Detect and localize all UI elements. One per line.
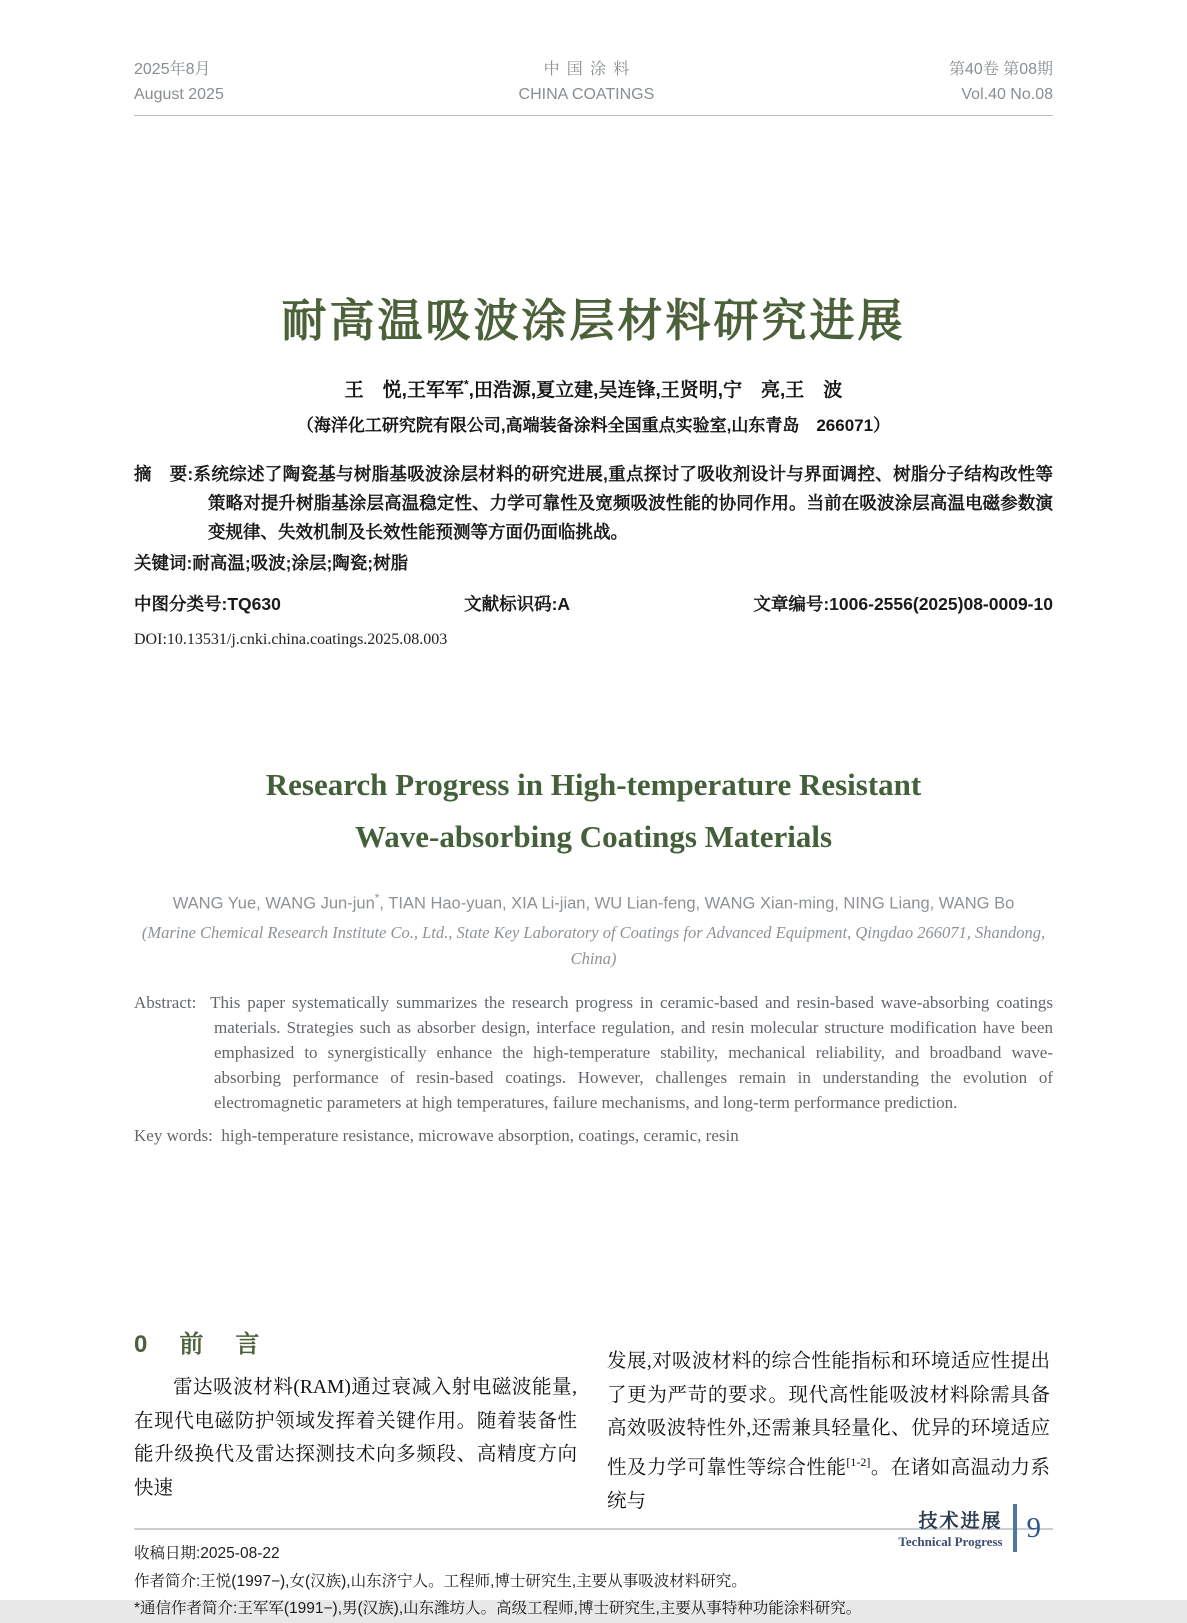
body-column-right (607, 1324, 1050, 1518)
column-label (898, 1506, 1012, 1550)
citation-ref: [1-2] (846, 1454, 871, 1469)
running-head-journal (519, 58, 655, 108)
clc-number: 中图分类号:TQ630 (134, 593, 281, 614)
page-number: 9 (1026, 1511, 1041, 1544)
journal-name-cn: 中国涂料 (543, 61, 637, 78)
page-footer (898, 1504, 1041, 1552)
keywords-en (134, 1123, 1053, 1148)
article-title-en-line1: Research Progress in High-temperature Resistant (265, 766, 922, 802)
affiliation-cn: （海洋化工研究院有限公司,高端装备涂料全国重点实验室,山东青岛 266071） (296, 415, 891, 435)
running-head-date (134, 58, 224, 108)
article-title-en-line2: Wave-absorbing Coatings Materials (354, 818, 833, 854)
section-heading-intro: 0 前 言 (134, 1331, 264, 1359)
article-title-en (134, 759, 1053, 863)
keywords-en-label: Key words: (134, 1126, 213, 1146)
received-date: 收稿日期:2025-08-22 (134, 1545, 280, 1563)
abstract-cn-text: 系统综述了陶瓷基与树脂基吸波涂层材料的研究进展,重点探讨了吸收剂设计与界面调控、树脂分子结构改性等策略对提升树脂基涂层高温稳定性、力学可靠性及宽频吸波性能的协同作用。当前在吸波涂层高温电磁参数演变规律、失效机制及长效性能预测等方面仍面临挑战。 (193, 463, 1054, 542)
authors-cn-post: ,田浩源,夏立建,吴连锋,王贤明,宁 亮,王 波 (468, 379, 843, 401)
article-id: 文章编号:1006-2556(2025)08-0009-10 (753, 593, 1053, 614)
body-right-pre: 发展,对吸波材料的综合性能指标和环境适应性提出了更为严苛的要求。现代高性能吸波材料除需具备高效吸波特性外,还需兼具轻量化、优异的环境适应性及力学可靠性等综合性能 (607, 1351, 1050, 1479)
affiliation-en: (Marine Chemical Research Institute Co., Ltd., State Key Laboratory of Coatings for Advanced Equipment, Qingdao 266071, Shandong, China) (141, 923, 1046, 969)
corresponding-author-mark: * (463, 377, 469, 392)
doi: DOI:10.13531/j.cnki.china.coatings.2025.08.003 (134, 630, 448, 648)
date-cn: 2025年8月 (134, 61, 211, 78)
issue-en: Vol.40 No.08 (961, 85, 1053, 103)
article-title-cn: 耐高温吸波涂层材料研究进展 (281, 294, 906, 346)
body-column-left (134, 1324, 577, 1518)
keywords-cn-label: 关键词: (134, 552, 193, 573)
authors-en-post: , TIAN Hao-yuan, XIA Li-jian, WU Lian-feng, WANG Xian-ming, NING Liang, WANG Bo (379, 894, 1015, 913)
column-label-en: Technical Progress (898, 1534, 1003, 1549)
author-bio: 作者简介:王悦(1997−),女(汉族),山东济宁人。工程师,博士研究生,主要从事吸波材料研究。 (134, 1572, 747, 1590)
keywords-cn-text: 耐高温;吸波;涂层;陶瓷;树脂 (192, 552, 409, 573)
body-paragraph-left: 雷达吸波材料(RAM)通过衰减入射电磁波能量,在现代电磁防护领域发挥着关键作用。随着装备性能升级换代及雷达探测技术向多频段、高精度方向快速 (134, 1377, 577, 1499)
keywords-en-text: high-temperature resistance, microwave absorption, coatings, ceramic, resin (221, 1126, 739, 1146)
running-head-issue (949, 58, 1053, 108)
authors-cn-pre: 王 悦,王军军 (344, 379, 464, 401)
abstract-en (134, 990, 1053, 1115)
running-head (134, 0, 1053, 116)
authors-en-pre: WANG Yue, WANG Jun-jun (172, 894, 375, 913)
document-code: 文献标识码:A (464, 593, 571, 614)
journal-name-en: CHINA COATINGS (518, 85, 655, 103)
column-label-cn: 技术进展 (918, 1511, 1003, 1532)
abstract-cn-label: 摘 要: (134, 463, 194, 484)
body-paragraph-right (607, 1345, 1050, 1518)
authors-cn (134, 375, 1053, 402)
abstract-en-text: This paper systematically summarizes the research progress in ceramic-based and resin-based wave-absorbing coatings materials. Strategies such as absorber design, interface regulation, and resin molecular structure modification have been emphasized to synergistically enhance the high-temperature stability, mechanical reliability, and broadband wave-absorbing performance of resin-based coatings. However, challenges remain in understanding the evolution of electromagnetic parameters at high temperatures, failure mechanisms, and long-term performance prediction. (210, 993, 1053, 1113)
issue-cn: 第40卷 第08期 (948, 61, 1053, 78)
abstract-cn (134, 460, 1053, 547)
abstract-en-label: Abstract: (134, 993, 197, 1013)
corresponding-author-bio: *通信作者简介:王军军(1991−),男(汉族),山东潍坊人。高级工程师,博士研究生,主要从事特种功能涂料研究。 (134, 1600, 862, 1618)
body-columns (134, 1324, 1053, 1518)
classification-line (134, 591, 1053, 616)
keywords-cn (134, 549, 1053, 578)
authors-en (134, 891, 1053, 914)
date-en: August 2025 (134, 85, 224, 103)
corresponding-author-mark-en: * (374, 890, 380, 905)
body-right-post: 。在诸如高温动力系统与 (607, 1457, 1050, 1512)
